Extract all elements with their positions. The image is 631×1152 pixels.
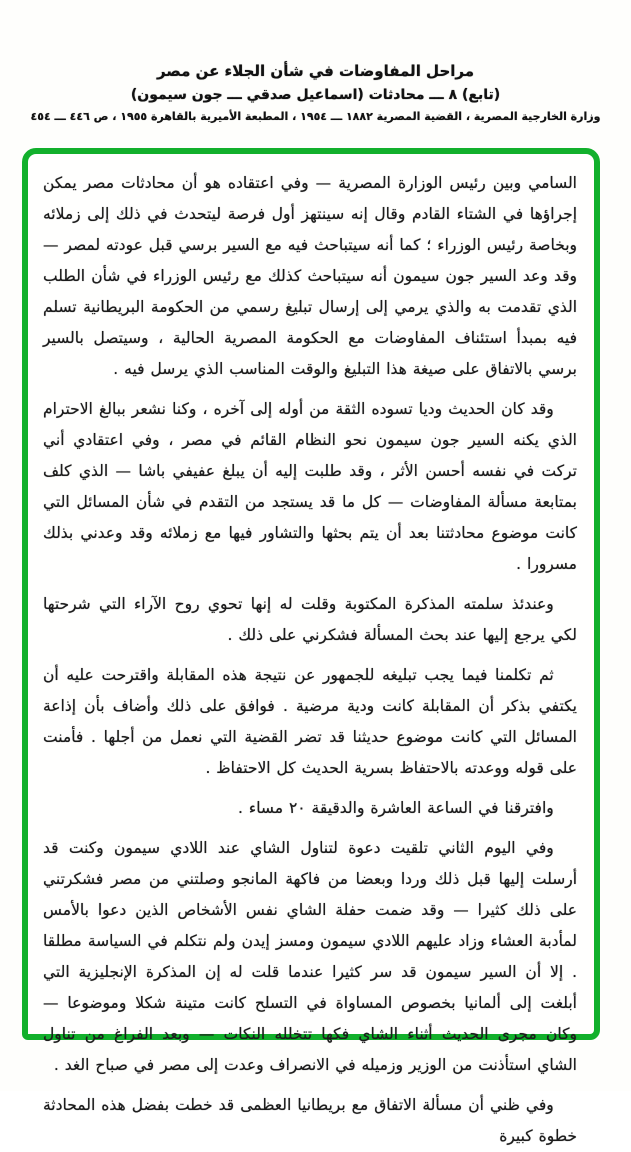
paragraph: وفي اليوم الثاني تلقيت دعوة لتناول الشاي عند اللادي سيمون وكنت قد أرسلت إليها قبل ذلك وردا وبعضا من فاكهة المانجو وصلتني من مصر فشكرتني على ذلك كثيرا — وقد ضمت حفلة الشاي نفس الأشخاص الذين دعوا بالأمس لمأدبة العشاء وزاد عليهم اللادي سيمون ومسز إيدن ولم نتكلم في السياسة مطلقا . إلا أن السير سيمون قد سر كثيرا عندما قلت له إن المذكرة الإنجليزية التي أبلغت إلى ألمانيا بخصوص المساواة في التسلح كانت متينة شكلا وموضوعا — وكان مجرى الحديث أثناء الشاي فكها تتخلله النكات — وبعد الفراغ من تناول الشاي استأذنت من الوزير وزميله في الانصراف وعدت إلى مصر في صباح الغد . xyxy=(43,839,577,1074)
paragraph: ثم تكلمنا فيما يجب تبليغه للجمهور عن نتيجة هذه المقابلة واقترحت عليه أن يكتفي بذكر أن المقابلة كانت ودية مرضية . فوافق على ذلك وأضاف بأن إذاعة المسائل التي كانت موضوع حديثنا قد تضر القضية التي نعمل من أجلها . فأمنت على قوله ووعدته بالاحتفاظ بسرية الحديث كل الاحتفاظ . xyxy=(43,666,577,777)
document-title: مراحل المفاوضات في شأن الجلاء عن مصر xyxy=(156,62,475,80)
paragraph: وفي ظني أن مسألة الاتفاق مع بريطانيا العظمى قد خطت بفضل هذه المحادثة خطوة كبيرة xyxy=(43,1096,577,1145)
green-highlight-frame xyxy=(22,148,600,1145)
paragraph: وقد كان الحديث وديا تسوده الثقة من أوله إلى آخره ، وكنا نشعر ببالغ الاحترام الذي يكنه السير جون سيمون نحو النظام القائم في مصر ، وفي اعتقادي أني تركت في نفسه أحسن الأثر ، وقد طلبت إليه أن يبلغ عفيفي باشا — الذي كلف بمتابعة مسألة المفاوضات — كل ما قد يستجد من التقدم في شأن المسائل التي كانت موضوع محادثتنا بعد أن يتم بحثها والتشاور فيها مع زملائه وقد وعدني بذلك مسرورا . xyxy=(43,400,577,573)
document-header xyxy=(0,62,631,123)
paragraph: السامي وبين رئيس الوزارة المصرية — وفي اعتقاده هو أن محادثات مصر يمكن إجراؤها في الشتاء القادم وقال إنه سينتهز أول فرصة ليتحدث في ذلك إلى زملائه وبخاصة رئيس الوزراء ؛ كما أنه سيتباحث فيه مع السير برسي قبل عودته لمصر — وقد وعد السير جون سيمون أنه سيتباحث كذلك مع رئيس الوزراء في شأن الطلب الذي تقدمت به والذي يرمي إلى إرسال تبليغ رسمي من الحكومة البريطانية تسلم فيه بمبدأ استئناف المفاوضات مع الحكومة المصرية الحالية ، وسيتصل بالسير برسي بالاتفاق على صيغة هذا التبليغ والوقت المناسب الذي يرسل فيه . xyxy=(43,174,577,378)
paragraph: وعندئذ سلمته المذكرة المكتوبة وقلت له إنها تحوي روح الآراء التي شرحتها لكي يرجع إليها عند بحث المسألة فشكرني على ذلك . xyxy=(43,595,577,644)
paragraph: وافترقنا في الساعة العاشرة والدقيقة ٢٠ مساء . xyxy=(238,799,554,817)
document-subtitle: (تابع) ٨ ـــ محادثات (اسماعيل صدقي ـــ جون سيمون) xyxy=(130,87,501,103)
document-source-citation: وزارة الخارجية المصرية ، القضية المصرية ١٨٨٢ ـــ ١٩٥٤ ، المطبعة الأميرية بالقاهرة ١٩٥٥ ، ص ٤٤٦ ـــ ٤٥٤ xyxy=(30,110,601,123)
